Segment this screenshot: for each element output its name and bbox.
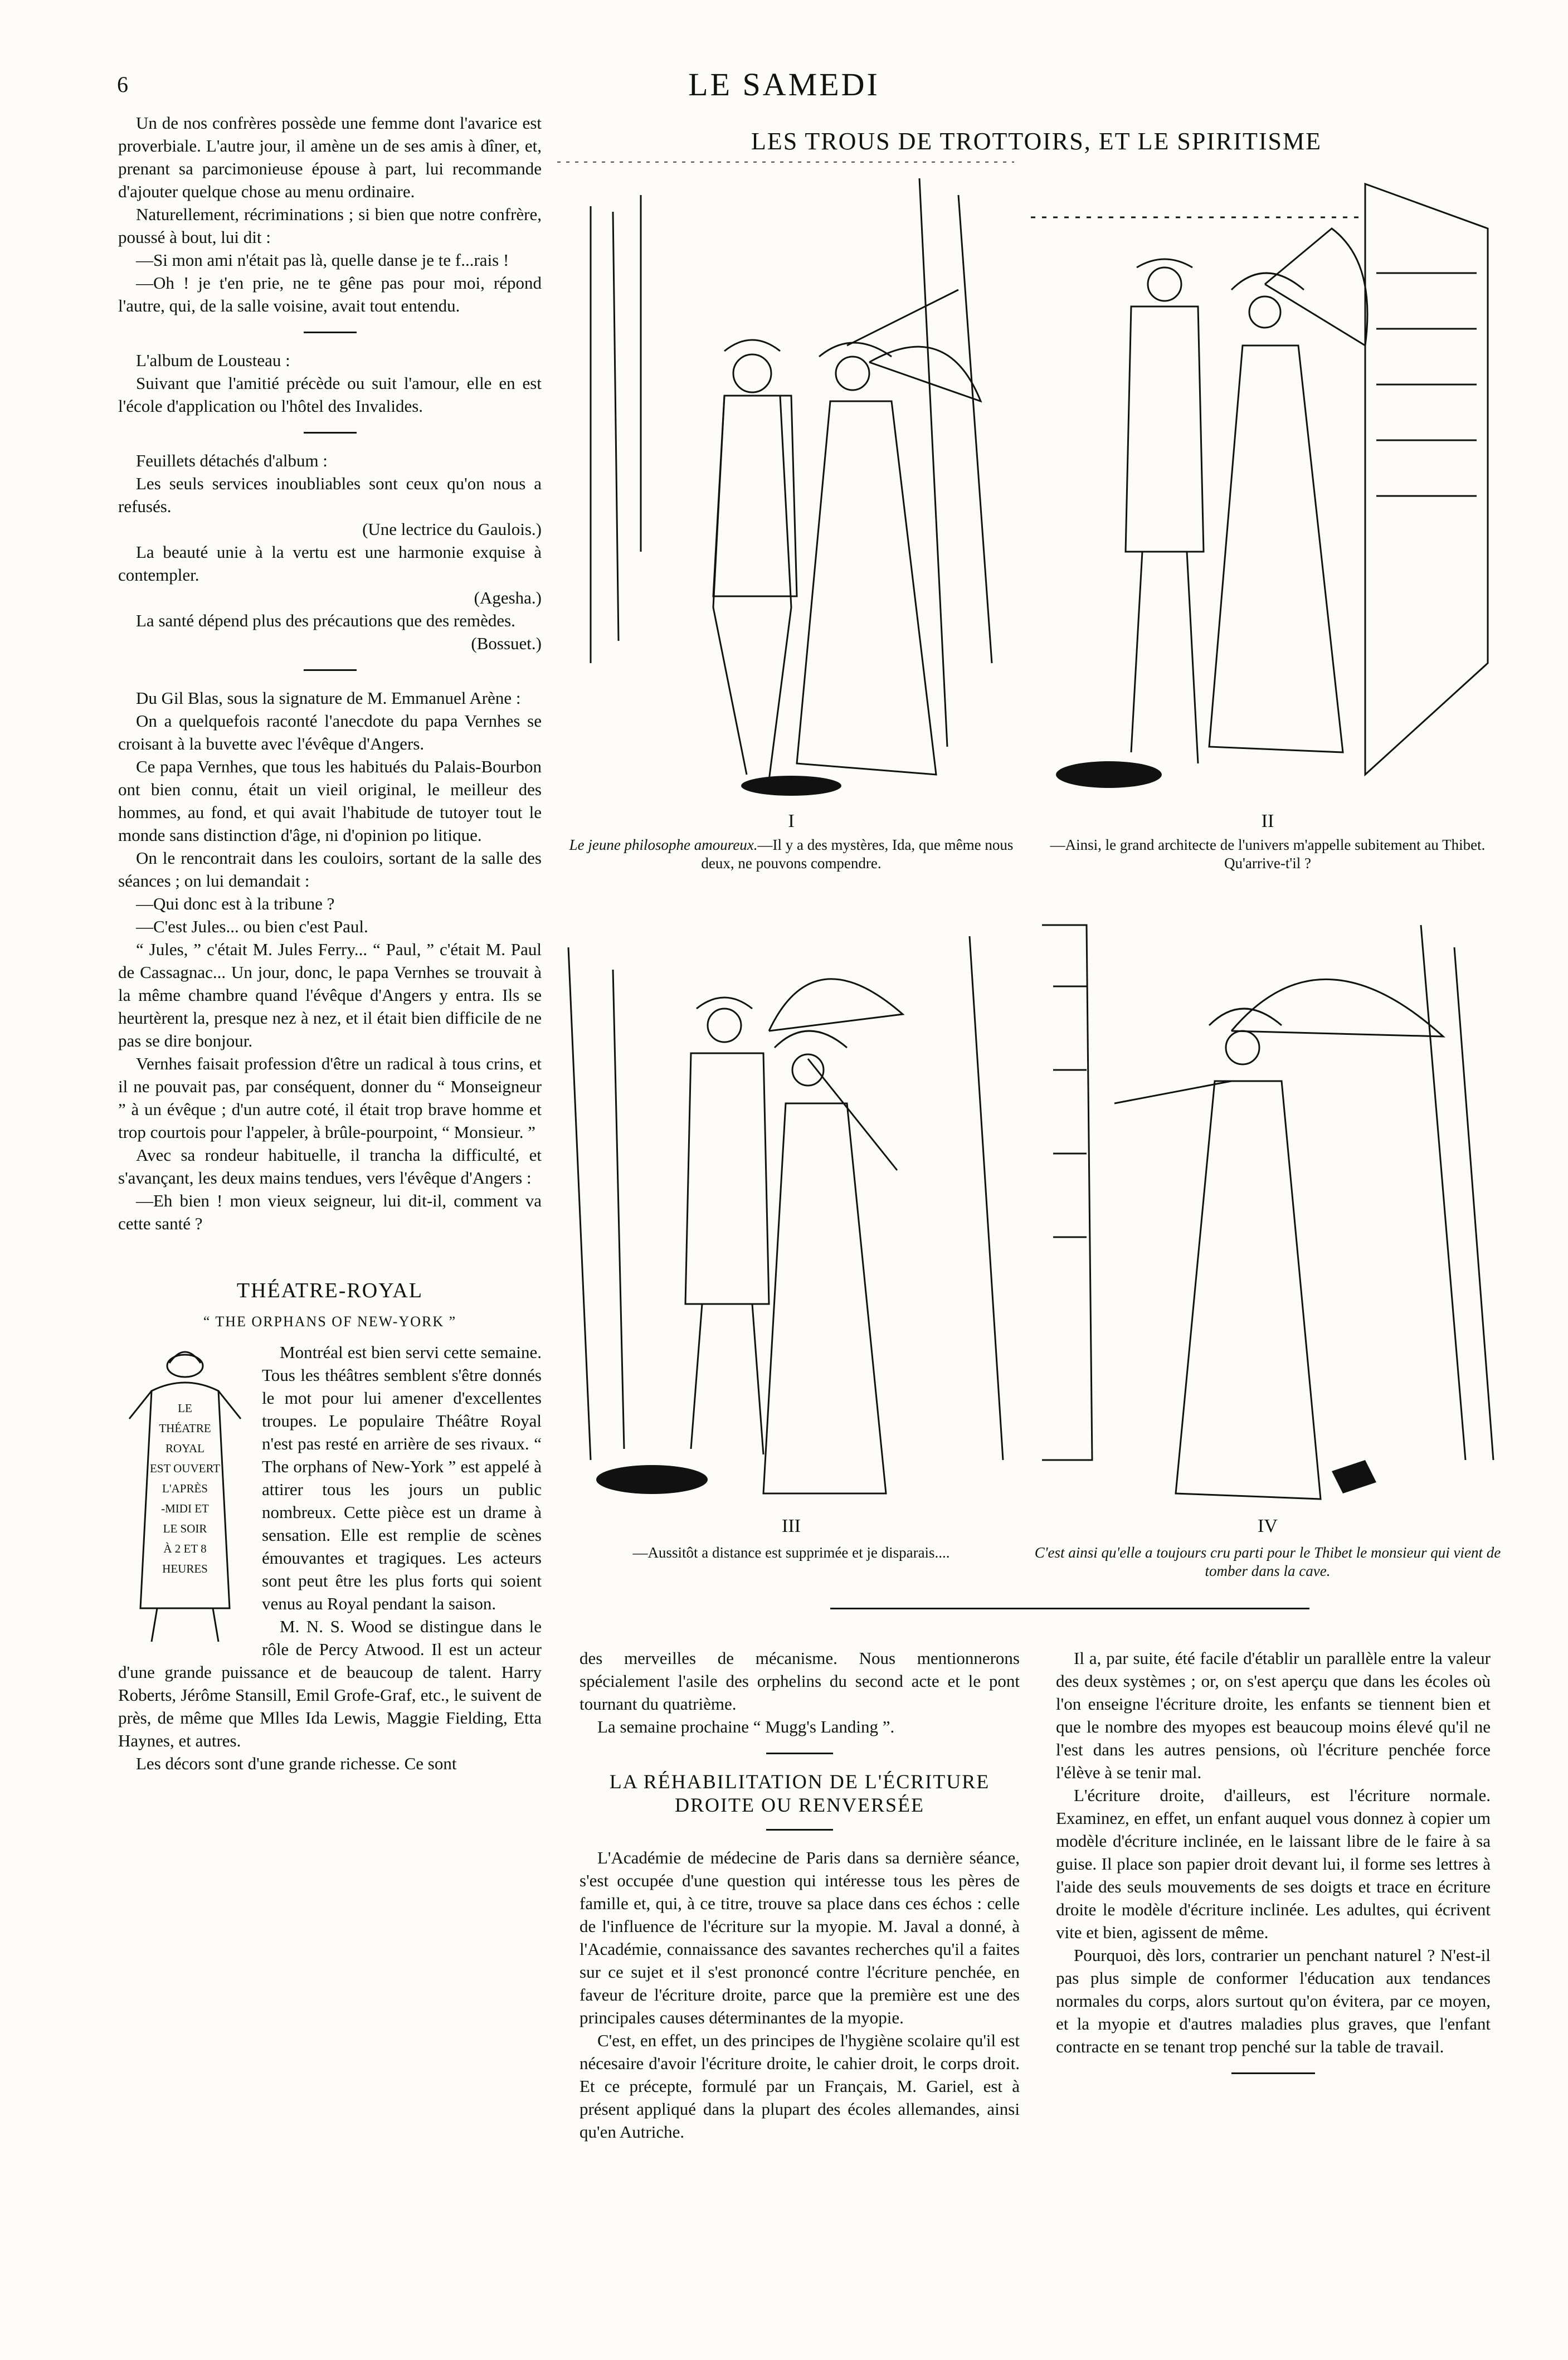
theatre-subtitle: “ THE ORPHANS OF NEW-YORK ” bbox=[203, 1313, 457, 1330]
panel-caption-text-2: —Ainsi, le grand architecte de l'univers m'appelle subitement au Thibet. Qu'arrive-t'il ? bbox=[1050, 836, 1486, 872]
feuillets-attribution-1: (Une lectrice du Gaulois.) bbox=[362, 519, 542, 539]
theatre-section-title: THÉATRE-ROYAL bbox=[236, 1279, 423, 1302]
panel-caption-text-3: —Aussitôt a distance est supprimée et je disparais.... bbox=[632, 1544, 950, 1561]
cartoon-title: LES TROUS DE TROTTOIRS, ET LE SPIRITISME bbox=[751, 128, 1322, 155]
poster-line: EST OUVERT bbox=[149, 1462, 221, 1475]
gilblas-para-9: Avec sa rondeur habituelle, il trancha la difficulté, et s'avançant, les deux mains tendues, vers l'évêque d'Angers : bbox=[118, 1145, 542, 1188]
gilblas-para-5: —Qui donc est à la tribune ? bbox=[136, 894, 335, 913]
article-para-5: Pourquoi, dès lors, contrarier un penchant naturel ? N'est-il pas plus simple de conformer l'éducation aux tendances normales du corps, alors surtout qu'on évitera, par ce moyen, et la myopie et d'autres maladies plus graves, que l'enfant contracte en se tenant trop penché sur la table de travail. bbox=[1056, 1945, 1491, 2056]
poster-line: À 2 ET 8 bbox=[163, 1542, 207, 1555]
anecdote-para-2: Naturellement, récriminations ; si bien que notre confrère, poussé à bout, lui dit : bbox=[118, 205, 542, 247]
journal-title: LE SAMEDI bbox=[688, 66, 880, 103]
page-number: 6 bbox=[117, 72, 128, 97]
panel-caption-3 bbox=[557, 1544, 1025, 1562]
anecdote-para-1: Un de nos confrères possède une femme dont l'avarice est proverbiale. L'autre jour, il amène un de ses amis à dîner, et, prenant sa parcimonieuse épouse à part, lui recommande d'ajouter quelque chose au menu ordinaire. bbox=[118, 113, 542, 201]
panel-number-3: III bbox=[782, 1516, 801, 1536]
next-week-announcement: La semaine prochaine “ Mugg's Landing ”. bbox=[597, 1717, 895, 1736]
separator bbox=[766, 1753, 833, 1754]
cartoon-panel-2 bbox=[1031, 162, 1504, 802]
poster-line: HEURES bbox=[162, 1562, 208, 1575]
gilblas-para-3: Ce papa Vernhes, que tous les habitués du Palais-Bourbon ont bien connu, était un vieil original, le meilleur des hommes, au fond, et qui avait l'habitude de tutoyer tout le monde sans distinction d'âge, ni d'opinion po litique. bbox=[118, 757, 542, 845]
theatre-para-2: M. N. S. Wood se distingue dans le rôle de Percy Atwood. Il est un acteur d'une grande puissance et de beaucoup de talent. Harry Roberts, Jérôme Stansill, Emil Grofe-Graf, etc., le suivent de près, de même que Mlles Ida Lewis, Maggie Fielding, Etta Haynes, et autres. bbox=[118, 1617, 542, 1750]
feuillets-quote-1: Les seuls services inoubliables sont ceux qu'on nous a refusés. bbox=[118, 474, 542, 516]
separator bbox=[304, 669, 357, 671]
panel-number-1: I bbox=[788, 811, 795, 831]
gilblas-para-10: —Eh bien ! mon vieux seigneur, lui dit-il, comment va cette santé ? bbox=[118, 1191, 542, 1233]
separator bbox=[766, 1829, 833, 1831]
panel-caption-text-1: —Il y a des mystères, Ida, que même nous deux, ne pouvons compendre. bbox=[701, 836, 1014, 872]
column-middle bbox=[580, 1647, 1020, 2143]
separator bbox=[304, 432, 357, 434]
poster-line: L'APRÈS bbox=[162, 1482, 208, 1495]
article-para-4: L'écriture droite, d'ailleurs, est l'écriture normale. Examinez, en effet, un enfant auquel vous donnez à copier um modèle d'écriture inclinée, en le laissant libre de le faire à sa guise. Il place son papier droit devant lui, il forme ses lettres à l'aide des seuls mouvements de ses doigts et trace en écriture droite le modèle d'écriture inclinée. Les adultes, qui écrivent vite et bien, agissent de même. bbox=[1056, 1785, 1491, 1942]
panel-caption-4 bbox=[1031, 1544, 1504, 1580]
gilblas-para-4: On le rencontrait dans les couloirs, sortant de la salle des séances ; on lui demandait : bbox=[118, 848, 542, 891]
theatre-continued: des merveilles de mécanisme. Nous mentionnerons spécialement l'asile des orphelins du second acte et le pont tournant du quatrième. bbox=[580, 1648, 1020, 1714]
album-text: Suivant que l'amitié précède ou suit l'amour, elle en est l'école d'application ou l'hôtel des Invalides. bbox=[118, 373, 542, 416]
article-para-1: L'Académie de médecine de Paris dans sa dernière séance, s'est occupée d'une question qui intéresse tous les pères de famille et, qui, à ce titre, trouve sa place dans ces échos : celle de l'influence de l'écriture sur la myopie. M. Javal a donné, à l'Académie, connaissance des savantes recherches qu'il a faites sur ce sujet et il s'est prononcé contre l'écriture penchée, en faveur de l'écriture droite, parce que la première est une des principales causes déterminantes de la myopie. bbox=[580, 1848, 1020, 2027]
article-title: LA RÉHABILITATION DE L'ÉCRITURE DROITE OU RENVERSÉE bbox=[609, 1770, 990, 1816]
theatre-poster-illustration bbox=[118, 1341, 252, 1653]
feuillets-attribution-3: (Bossuet.) bbox=[471, 634, 542, 653]
anecdote-para-4: —Oh ! je t'en prie, ne te gêne pas pour moi, répond l'autre, qui, de la salle voisine, avait tout entendu. bbox=[118, 273, 542, 315]
panel-caption-italic-4: C'est ainsi qu'elle a toujours cru parti pour le Thibet le monsieur qui vient de tomber dans la cave. bbox=[1034, 1544, 1501, 1579]
article-para-2: C'est, en effet, un des principes de l'hygiène scolaire qu'il est nécesaire d'avoir l'écriture droite, le cahier droit, le corps droit. Et ce précepte, formulé par un Français, M. Gariel, est à présent appliqué dans la plupart des écoles allemandes, ainsi qu'en Autriche. bbox=[580, 2031, 1020, 2142]
panel-number-2: II bbox=[1261, 811, 1274, 831]
poster-line: LE bbox=[178, 1402, 192, 1415]
anecdote-para-3: —Si mon ami n'était pas là, quelle danse je te f...rais ! bbox=[136, 250, 509, 270]
separator bbox=[304, 332, 357, 333]
article-para-3: Il a, par suite, été facile d'établir un parallèle entre la valeur des deux systèmes ; or, on s'est aperçu que dans les écoles où l'on enseigne l'écriture droite, les enfants se tiennent bien et que le nombre des myopes est beaucoup moins élevé qu'il ne l'est dans les autres pensions, où l'écriture penchée force l'élève à se tenir mal. bbox=[1056, 1648, 1491, 1782]
feuillets-title: Feuillets détachés d'album : bbox=[136, 451, 328, 470]
panel-number-4: IV bbox=[1258, 1516, 1278, 1536]
cartoon-panel-3 bbox=[557, 903, 1025, 1516]
panel-caption-1 bbox=[557, 836, 1025, 873]
feuillets-attribution-2: (Agesha.) bbox=[474, 588, 542, 607]
poster-line: -MIDI ET bbox=[161, 1502, 209, 1515]
theatre-para-1: Montréal est bien servi cette semaine. Tous les théâtres semblent s'être donnés le mot pour lui amener d'excellentes troupes. Le populaire Théâtre Royal n'est pas resté en arrière de ses rivaux. “ The orphans of New-York ” est appelé à attirer tous les jours un public nombreux. Cette pièce est un drame à sensation. Elle est remplie de scènes émouvantes et tragiques. Les acteurs sont peut être les plus forts qui soient venus au Royal pendant la saison. bbox=[262, 1342, 542, 1613]
poster-line: LE SOIR bbox=[163, 1522, 207, 1535]
panel-caption-2 bbox=[1031, 836, 1504, 873]
feuillets-quote-2: La beauté unie à la vertu est une harmonie exquise à contempler. bbox=[118, 542, 542, 585]
gilblas-para-8: Vernhes faisait profession d'être un radical à tous crins, et il ne pouvait pas, par conséquent, donner du “ Monseigneur ” à un évêque ; d'un autre coté, il était trop brave homme et trop courtois pour l'appeler, à brûle-pourpoint, “ Monsieur. ” bbox=[118, 1054, 542, 1142]
column-right bbox=[1056, 1647, 1491, 2090]
album-title: L'album de Lousteau : bbox=[136, 351, 290, 370]
separator bbox=[1231, 2072, 1315, 2074]
feuillets-quote-3: La santé dépend plus des précautions que des remèdes. bbox=[136, 611, 515, 630]
poster-line: THÉATRE bbox=[159, 1422, 211, 1435]
panel-caption-italic-1: Le jeune philosophe amoureux. bbox=[569, 836, 758, 853]
section-rule bbox=[830, 1608, 1309, 1609]
column-left bbox=[118, 111, 542, 1775]
gilblas-para-6: —C'est Jules... ou bien c'est Paul. bbox=[136, 917, 368, 936]
cartoon-panel-1 bbox=[557, 162, 1025, 802]
theatre-para-3: Les décors sont d'une grande richesse. Ce sont bbox=[136, 1754, 457, 1773]
gilblas-para-1: Du Gil Blas, sous la signature de M. Emmanuel Arène : bbox=[136, 688, 521, 708]
cartoon-panel-4 bbox=[1031, 903, 1504, 1516]
gilblas-para-7: “ Jules, ” c'était M. Jules Ferry... “ Paul, ” c'était M. Paul de Cassagnac... Un jour, donc, le papa Vernhes se trouvait à la même chambre quand l'évêque d'Angers y entra. Ils se heurtèrent la, presque nez à nez, et il était bien difficile de ne pas se dire bonjour. bbox=[118, 940, 542, 1050]
poster-line: ROYAL bbox=[165, 1442, 205, 1455]
gilblas-para-2: On a quelquefois raconté l'anecdote du papa Vernhes se croisant à la buvette avec l'évêque d'Angers. bbox=[118, 711, 542, 753]
